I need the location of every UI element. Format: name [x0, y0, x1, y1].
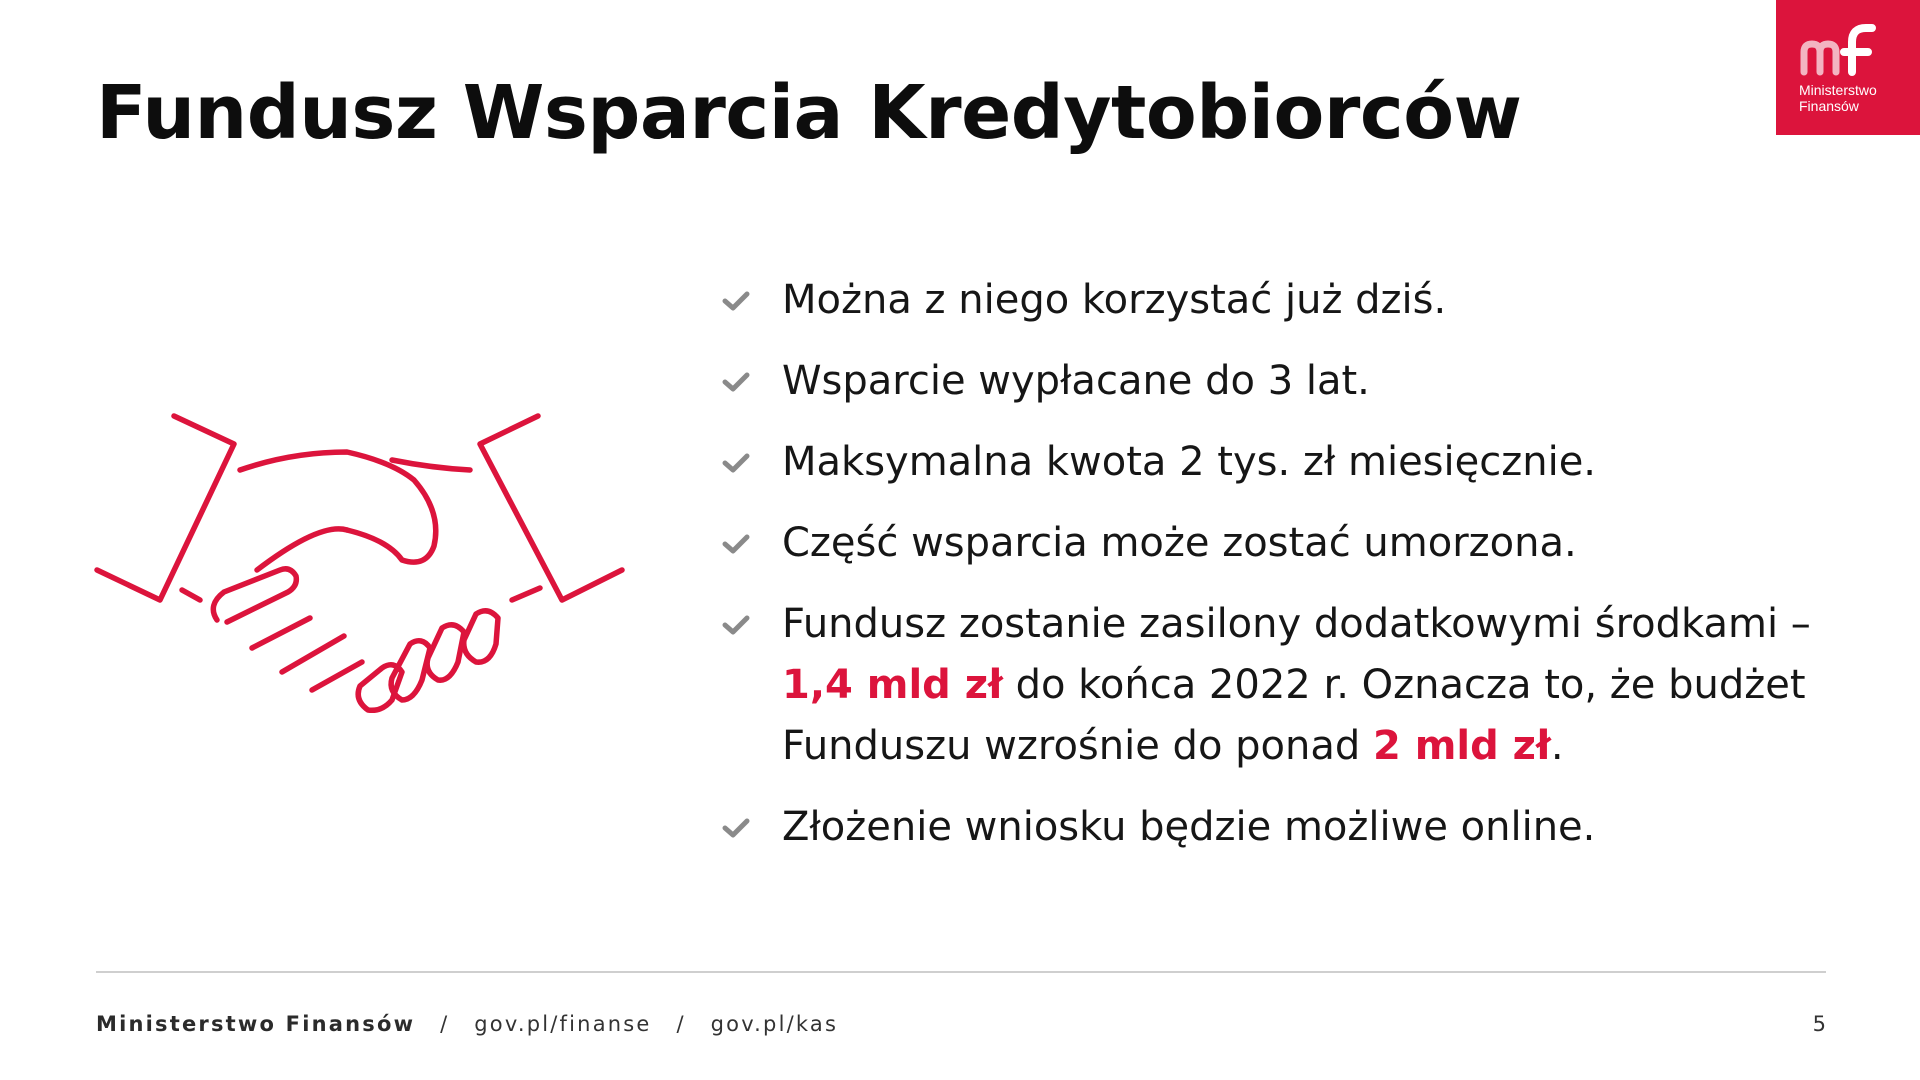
checkmark-icon: [722, 452, 750, 474]
bullet-text: Maksymalna kwota 2 tys. zł miesięcznie.: [782, 439, 1597, 485]
list-item: [720, 797, 1840, 858]
footer-brand: Ministerstwo Finansów: [96, 1012, 416, 1036]
logo-text-line2: Finansów: [1799, 98, 1859, 114]
checkmark-icon: [722, 614, 750, 636]
mf-logo-icon: [1798, 22, 1894, 78]
logo-text-line1: Ministerstwo: [1799, 82, 1877, 98]
bullet-text: [782, 601, 1811, 769]
page-number: 5: [1812, 1012, 1826, 1036]
bullet-list: [720, 270, 1840, 878]
ministry-logo: [1776, 0, 1920, 135]
list-item: [720, 513, 1840, 574]
checkmark-icon: [722, 371, 750, 393]
footer-link-kas[interactable]: gov.pl/kas: [710, 1012, 839, 1036]
list-item: [720, 270, 1840, 331]
bullet-text-part: Fundusz zostanie zasilony dodatkowymi środkami –: [782, 601, 1811, 647]
footer: [96, 1012, 838, 1036]
bullet-text: Złożenie wniosku będzie możliwe online.: [782, 804, 1596, 850]
list-item: [720, 351, 1840, 412]
checkmark-icon: [722, 817, 750, 839]
list-item: [720, 432, 1840, 493]
footer-divider: [96, 971, 1826, 973]
page-title: Fundusz Wsparcia Kredytobiorców: [96, 70, 1522, 156]
handshake-icon: [92, 400, 632, 720]
bullet-text: Można z niego korzystać już dziś.: [782, 277, 1447, 323]
bullet-text: Część wsparcia może zostać umorzona.: [782, 520, 1577, 566]
bullet-text-part: do końca 2022 r. Oznacza to, że budżet Funduszu wzrośnie do ponad: [782, 662, 1806, 769]
highlight-amount: 2 mld zł: [1372, 723, 1551, 769]
bullet-text-part: .: [1550, 723, 1564, 769]
footer-separator: /: [676, 1012, 686, 1036]
footer-separator: /: [440, 1012, 450, 1036]
bullet-text: Wsparcie wypłacane do 3 lat.: [782, 358, 1370, 404]
list-item: [720, 594, 1840, 777]
checkmark-icon: [722, 290, 750, 312]
footer-link-finanse[interactable]: gov.pl/finanse: [474, 1012, 652, 1036]
highlight-amount: 1,4 mld zł: [782, 662, 1003, 708]
checkmark-icon: [722, 533, 750, 555]
